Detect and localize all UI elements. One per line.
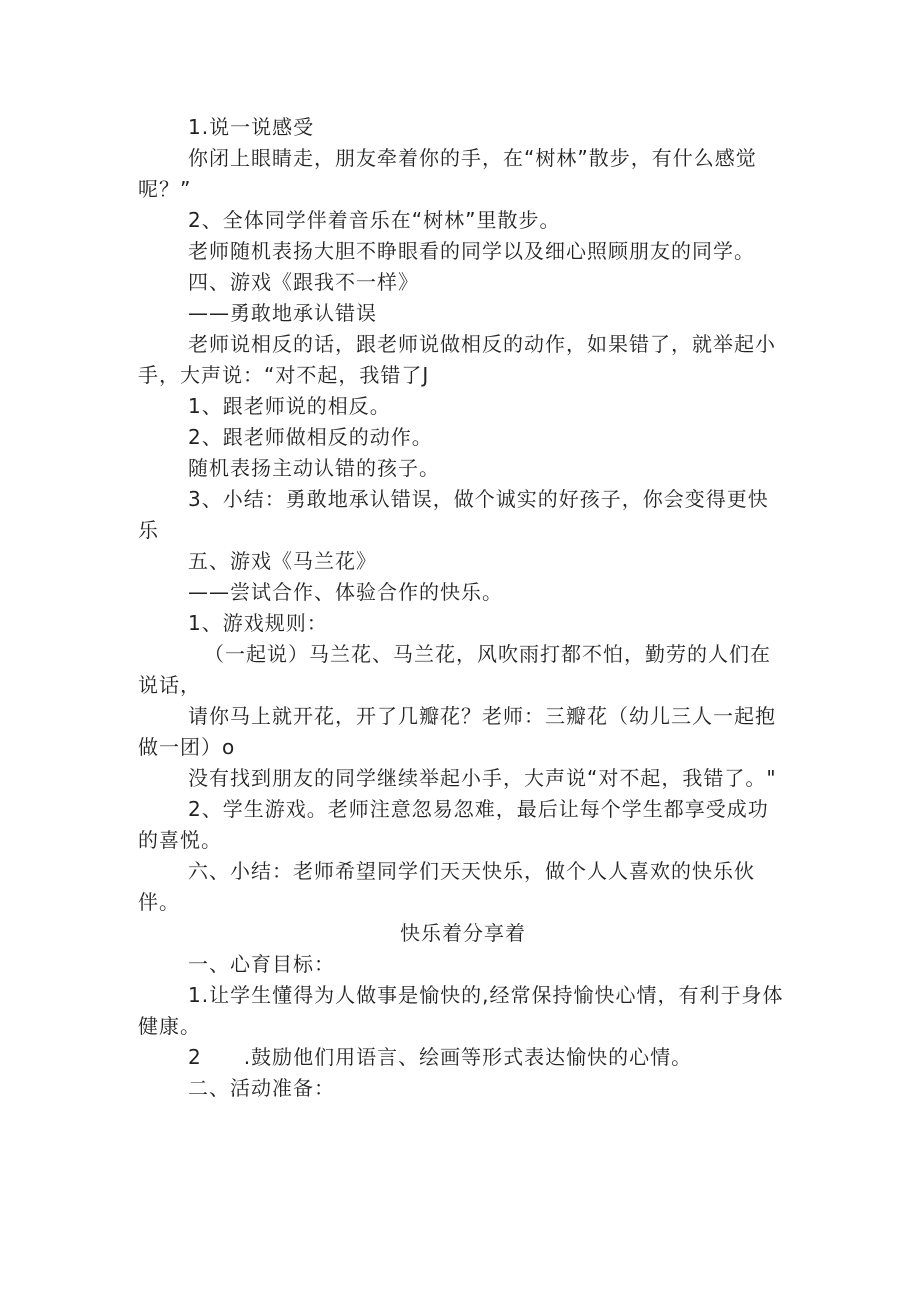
paragraph-15: （一起说）马兰花、马兰花，风吹雨打都不怕，勤劳的人们在说话， [138,642,771,697]
paragraph-19: 六、小结：老师希望同学们天天快乐，做个人人喜欢的快乐伙伴。 [138,859,755,914]
paragraph-8: 1、跟老师说的相反。 [188,394,391,418]
section-heading-game-different: 四、游戏《跟我不一样》 [188,270,419,294]
section-heading-goals: 一、心育目标： [188,952,335,976]
paragraph-17: 没有找到朋友的同学继续举起小手，大声说“对不起，我错了。" [188,766,777,790]
paragraph-3: 2、全体同学伴着音乐在“树林”里散步。 [188,208,561,232]
paragraph-2: 你闭上眼睛走，朋友牵着你的手，在“树林”散步，有什么感觉呢？” [138,146,757,201]
section-subtitle: ——勇敢地承认错误 [188,301,377,325]
paragraph-4: 老师随机表扬大胆不睁眼看的同学以及细心照顾朋友的同学。 [188,239,755,263]
section-title: 快乐着分享着 [400,921,526,945]
document-body [138,112,788,1104]
paragraph-7: 老师说相反的话，跟老师说做相反的动作，如果错了，就举起小手，大声说：“对不起，我错了J [138,332,776,387]
paragraph-22: 1.让学生懂得为人做事是愉快的,经常保持愉快心情，有利于身体健康。 [138,983,784,1038]
section-heading-game-malan: 五、游戏《马兰花》 [188,549,377,573]
paragraph-16: 请你马上就开花，开了几瓣花？老师：三瓣花（幼儿三人一起抱做一团）o [138,704,776,759]
section-heading-preparation: 二、活动准备： [188,1076,335,1100]
paragraph-1: 1.说一说感受 [188,115,315,139]
paragraph-9: 2、跟老师做相反的动作。 [188,425,433,449]
paragraph-11: 3、小结：勇敢地承认错误，做个诚实的好孩子，你会变得更快乐 [138,487,769,542]
paragraph-18: 2、学生游戏。老师注意忽易忽难，最后让每个学生都享受成功的喜悦。 [138,797,769,852]
paragraph-23: 2 .鼓励他们用语言、绘画等形式表达愉快的心情。 [188,1045,693,1069]
section-subtitle: ——尝试合作、体验合作的快乐。 [188,580,503,604]
paragraph-14: 1、游戏规则： [188,611,328,635]
paragraph-10: 随机表扬主动认错的孩子。 [188,456,440,480]
